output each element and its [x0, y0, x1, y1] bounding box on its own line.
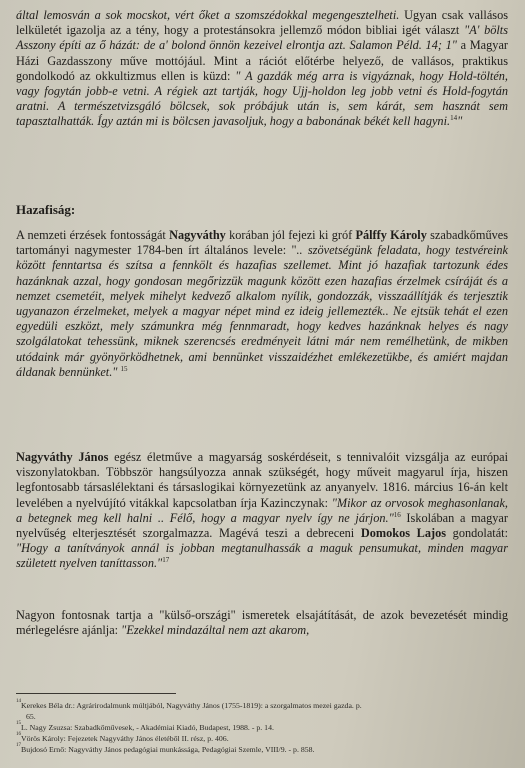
superstition-quote: " A gazdák még arra is vigyáznak, hogy Hold-töltén, vagy fogytán jobb-e vetni. A régiek azt tartják, hogy Ujj-holdon leg jobb vetni és Hold-fogytán aratni. A természetvizsgáló bölcsek, sok próbájuk után is, sem kárát, sem hasznát sem tapasztalhatták. Így aztán mi is bölcsen javasoljuk, hogy a babonának békét kell hagyni.	[16, 68, 508, 129]
footnote-17	[16, 744, 511, 755]
person-name: Domokos Lajos	[360, 526, 447, 541]
text-line: a Magyar Házi Gazdasszony műve mottójául. Mint a rációt előtérbe helyező, de vallásos, praktikus gondolkodó az okkultizmus ellen is küzd:	[16, 38, 508, 83]
bible-quote: "A' bölts Asszony építi az ő házát: de a' bolond önnön kezeivel elrontja azt. Salamon Péld. 14; 1"	[16, 23, 508, 53]
text-line: Ugyan csak vallásos lelkületét igazolja az a tény, hogy a protestánsokra jellemző módon bibliai igét választ	[16, 8, 509, 38]
person-name: Nagyváthy	[169, 228, 226, 242]
footnote-text: 65.	[26, 712, 36, 721]
section-heading: Hazafiság:	[16, 202, 76, 217]
footnote-ref: 17	[162, 556, 170, 565]
text: Iskolában a magyar nyelvűség elterjesztését szorgalmazza. Magévá teszi a debreceni	[16, 510, 508, 541]
footnote-number: 14	[16, 699, 21, 704]
text-line: által lemosván a sok mocskot, vért őket a szomszédokkal megengesztelheti.	[16, 8, 400, 22]
text: szabadkőműves tartományi nagymester 1784-ben írt általános levele: "	[16, 228, 509, 258]
paragraph-foreign-knowledge	[16, 608, 508, 638]
text: A nemzeti érzések fontosságát	[16, 228, 170, 242]
footnote-ref: 14	[450, 114, 458, 123]
paragraph-national-feelings	[16, 228, 508, 380]
footnote-text: Kerekes Béla dr.: Agrárirodalmunk múltjából, Nagyváthy János (1755-1819): a szorgalmatos mezei gazda. p.	[21, 701, 362, 710]
quote-end: "	[457, 114, 463, 129]
person-name: Pálffy Károly	[355, 228, 427, 242]
footnote-ref: 15	[120, 364, 128, 373]
kazinczy-quote: "Mikor az orvosok meghasonlanak, a betegnek meg kell halni .. Félő, hogy a magyar nyelv így ne járjon."	[16, 495, 508, 525]
domokos-quote: "Hogy a tanítványok annál is jobban megtanulhassák a maguk pensumukat, minden magyar született nyelven taníttasson."	[16, 541, 508, 571]
paragraph-language	[16, 450, 508, 572]
text: gondolatát:	[446, 526, 508, 541]
footnote-ref: 16	[393, 510, 401, 519]
footnote-text: Bujdosó Ernő: Nagyváthy János pedagógiai munkássága, Pedagógiai Szemle, VIII/9. - p. 858.	[21, 745, 315, 754]
masonic-letter-quote: .. szövetségünk feladata, hogy testvéreink között fenntartsa és szítsa a fennkölt és hazafias szellemet. Mint jó hazafiak tartozunk édes hazánknak azzal, hogy gondosan megőrizzük magunk között ezen hazafias érzelmek csíráját és a nemzet csemetéit, melyek mihelyt kedvező alkalom nyílik, gondozzák, visszaállítják és terjesztik ugyanazon érzelmeket, melyek a magyar népet mind ez ideig jellemezték.. Ne ejtsük tehát el ezen egyedüli eszközt, mely számunkra még fennmaradt, hogy kedves hazánknak helyes és nagy szolgálatokat tehessünk, miknek szerencsés eredményeit látni már nem remélhetünk, de mikben utódaink már gyönyörködhetnek, ami bennünket visszaidézhet emlékezetükbe, és amiért majdan áldanak bennünket."	[16, 243, 508, 379]
footnote-text: L. Nagy Zsuzsa: Szabadkőművesek, - Akadémiai Kiadó, Budapest, 1988. - p. 14.	[21, 723, 274, 732]
footnote-number: 17	[16, 743, 21, 748]
footnote-14	[16, 700, 511, 711]
footnote-text: Vörös Károly: Fejezetek Nagyváthy János életéből II. rész, p. 406.	[21, 734, 229, 743]
footnote-number: 15	[16, 721, 21, 726]
footnote-number: 16	[16, 732, 21, 737]
person-name: Nagyváthy János	[16, 450, 109, 464]
text: Nagyon fontosnak tartja a "külső-országi" ismeretek elsajátítását, de azok bevezetését mindig mérlegelésre ajánlja:	[16, 608, 508, 638]
paragraph-religious-outlook	[16, 8, 508, 130]
text: korában jól fejezi ki gróf	[225, 228, 356, 242]
footnotes	[16, 700, 511, 755]
quote-start: "Ezekkel mindazáltal nem azt akarom,	[121, 623, 310, 638]
footnote-divider	[16, 693, 176, 694]
footnote-14-cont	[16, 711, 511, 722]
footnote-16	[16, 733, 511, 744]
text: egész életműve a magyarság soskérdéseit, s tennivalóit vizsgálja az európai viszonylatokban. Többször hangsúlyozza annak szükségét, hogy műveit magyarul írja, hiszen legfontosabb társaslélektani és társaslogikai környezetünk az anyanyelv. 1816. március 16-án kelt levelében a nyelvújító vitákkal kapcsolatban írja Kazinczynak:	[16, 450, 508, 510]
footnote-15	[16, 722, 511, 733]
